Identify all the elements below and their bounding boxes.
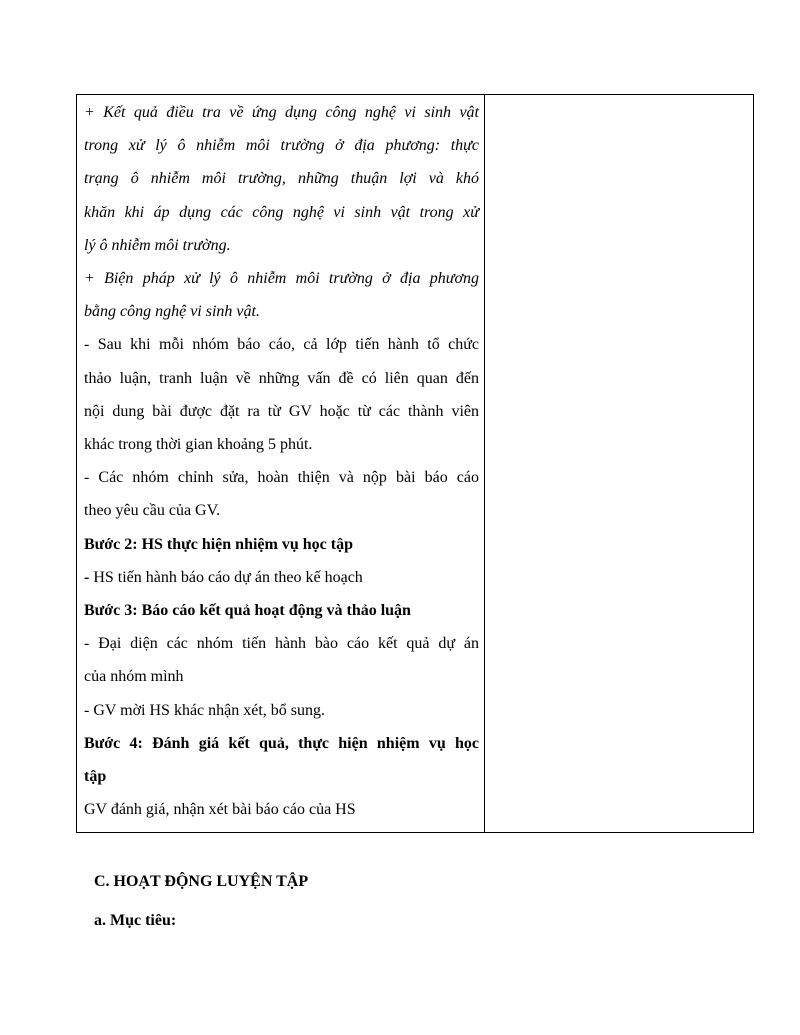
activity-table [76,94,754,833]
step2-text-body: HS tiến hành báo cáo dự án theo kế hoạch [89,568,363,586]
step2-dash: - [84,568,90,586]
survey-result-line: trạng ô nhiễm môi trường, những thuận lợi và khó [84,170,479,188]
step2-text [84,561,479,594]
discussion-line: - Sau khi mỗi nhóm báo cáo, cả lớp tiến hành tổ chức [84,336,479,354]
discussion-line: khác trong thời gian khoảng 5 phút. [84,436,313,454]
step3-line: của nhóm mình [84,668,184,686]
discussion-line: thảo luận, tranh luận về những vấn đề có liên quan đến [84,369,479,387]
survey-result-line: trong xử lý ô nhiễm môi trường ở địa phương: thực [84,137,479,155]
solution-line: + Biện pháp xử lý ô nhiễm môi trường ở địa phương [84,270,479,288]
step4-heading: Bước 4: Đánh giá kết quả, thực hiện nhiệm vụ học [84,734,479,752]
solution-line: bằng công nghệ vi sinh vật. [84,303,260,321]
section-heading: C. HOẠT ĐỘNG LUYỆN TẬP [94,873,309,890]
step4-text: GV đánh giá, nhận xét bài báo cáo của HS [84,801,356,819]
table-column-divider [484,95,485,832]
revision-line: - Các nhóm chỉnh sửa, hoàn thiện và nộp bài báo cáo [84,469,479,487]
step4-heading: tập [84,768,107,786]
sub-heading: a. Mục tiêu: [94,912,177,929]
survey-result-line: khăn khi áp dụng các công nghệ vi sinh vật trong xử [84,203,479,221]
survey-result-line: lý ô nhiễm môi trường. [84,236,231,254]
step2-heading: Bước 2: HS thực hiện nhiệm vụ học tập [84,535,353,553]
revision-line: theo yêu cầu của GV. [84,502,221,520]
survey-result-line: + Kết quả điều tra về ứng dụng công nghệ vi sinh vật [84,104,479,121]
table-left-cell [84,96,479,826]
step3-heading: Bước 3: Báo cáo kết quả hoạt động và thảo luận [84,602,411,620]
discussion-line: nội dung bài được đặt ra từ GV hoặc từ các thành viên [84,402,479,420]
step3-line: - GV mời HS khác nhận xét, bổ sung. [84,701,326,719]
step3-line: - Đại diện các nhóm tiến hành bào cáo kết quả dự án [84,635,479,653]
